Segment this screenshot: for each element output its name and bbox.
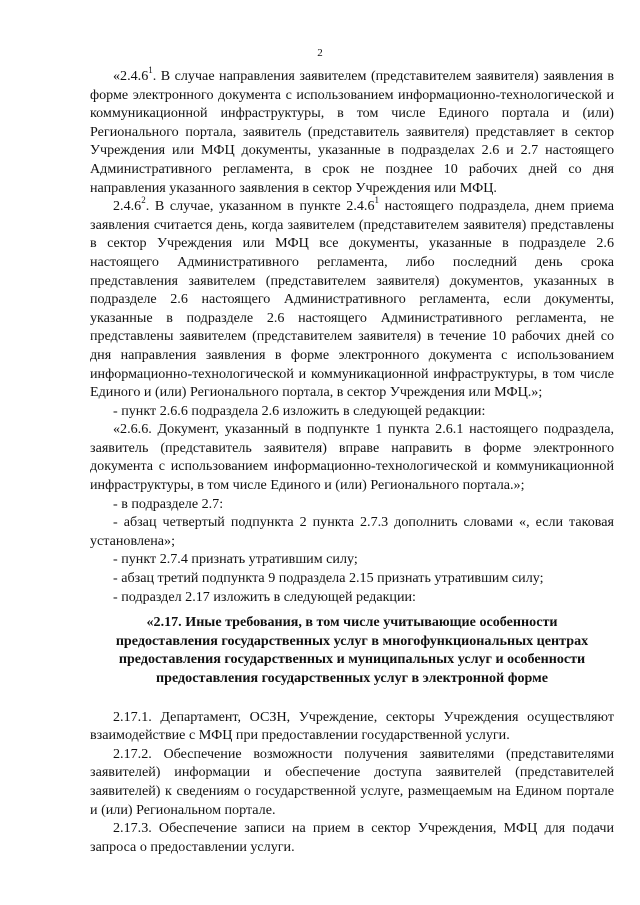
spacer (90, 688, 614, 708)
heading-line: предоставления государственных услуг в электронной форме (156, 670, 548, 686)
clause-number: «2.4.6 (113, 68, 149, 84)
clause-text: . В случае направления заявителем (представителем заявителя) заявления в форме электронного документа с использованием информационно-технологической и коммуникационной инфраструктуры, в том числе Единого портала и (или) Регионального портала, заявитель (представитель заявителя) представляет в сектор Учреждения или МФЦ документы, указанные в подразделах 2.6 и 2.7 настоящего Административного регламента, в срок не позднее 10 рабочих дней со дня направления указанного заявления в сектор Учреждения или МФЦ. (90, 68, 614, 196)
amendment-line: - пункт 2.7.4 признать утратившим силу; (113, 551, 358, 568)
paragraph-2-4-6-2 (90, 197, 614, 402)
superscript: 1 (374, 195, 379, 206)
heading-line: «2.17. Иные требования, в том числе учитывающие особенности (146, 614, 558, 631)
superscript: 1 (148, 65, 153, 76)
clause-text: . В случае, указанном в пункте 2.4.6 (145, 198, 375, 215)
amendment-line: - в подразделе 2.7: (113, 495, 224, 512)
amendment-line: - абзац четвертый подпункта 2 пункта 2.7.3 дополнить словами «, если таковая установлена»; (90, 514, 614, 549)
clause-number: 2.4.6 (113, 198, 142, 215)
document-body (90, 67, 614, 856)
amendment-line: - абзац третий подпункта 9 подраздела 2.15 признать утратившим силу; (113, 570, 544, 587)
page-number: 2 (317, 47, 323, 59)
heading-line: предоставления государственных услуг в многофункциональных центрах (115, 632, 589, 649)
paragraph-2-17-3: 2.17.3. Обеспечение записи на прием в сектор Учреждения, МФЦ для подачи запроса о предоставлении услуги. (90, 820, 614, 855)
paragraph-2-17-1: 2.17.1. Департамент, ОСЗН, Учреждение, секторы Учреждения осуществляют взаимодействие с МФЦ при предоставлении государственной услуги. (90, 708, 614, 744)
superscript: 2 (141, 195, 146, 206)
paragraph-2-17-2: 2.17.2. Обеспечение возможности получения заявителями (представителями заявителей) информации и обеспечение доступа заявителей (представителей заявителей) к сведениям о государственной услуге, размещаемым на Едином портале и (или) Региональном портале. (90, 745, 614, 818)
amendment-line: - пункт 2.6.6 подраздела 2.6 изложить в следующей редакции: (113, 402, 486, 419)
heading-line: предоставления государственных и муниципальных услуг и особенности (118, 651, 586, 668)
amendment-line: - подраздел 2.17 изложить в следующей редакции: (113, 588, 416, 605)
section-heading-2-17 (90, 613, 614, 687)
clause-text: настоящего подраздела, днем приема заявления считается день, когда заявителем (представителем заявителя) представлены в сектор Учреждения или МФЦ все документы, указанные в подразделе 2.6 настоящего Административного регламента, либо последний день срока представления заявителем (представителем заявителя) документов, указанных в подразделе 2.6 настоящего Административного регламента, если документы, указанные в подразделе 2.6 настоящего Административного регламента, не представлены заявителем (представителем заявителя) в течение 10 рабочих дней со дня направления заявления в форме электронного документа с использованием информационно-технологической и коммуникационной инфраструктуры, в том числе Единого и (или) Регионального портала, в сектор Учреждения или МФЦ.»; (90, 198, 614, 401)
paragraph-2-4-6-1 (90, 67, 614, 197)
amendment-text-2-6-6: «2.6.6. Документ, указанный в подпункте 1 пункта 2.6.1 настоящего подраздела, заявитель (представитель заявителя) вправе направить в форме электронного документа с использованием информационно-технологической и коммуникационной инфраструктуры, в том числе Единого и (или) Регионального портала.»; (90, 421, 614, 494)
